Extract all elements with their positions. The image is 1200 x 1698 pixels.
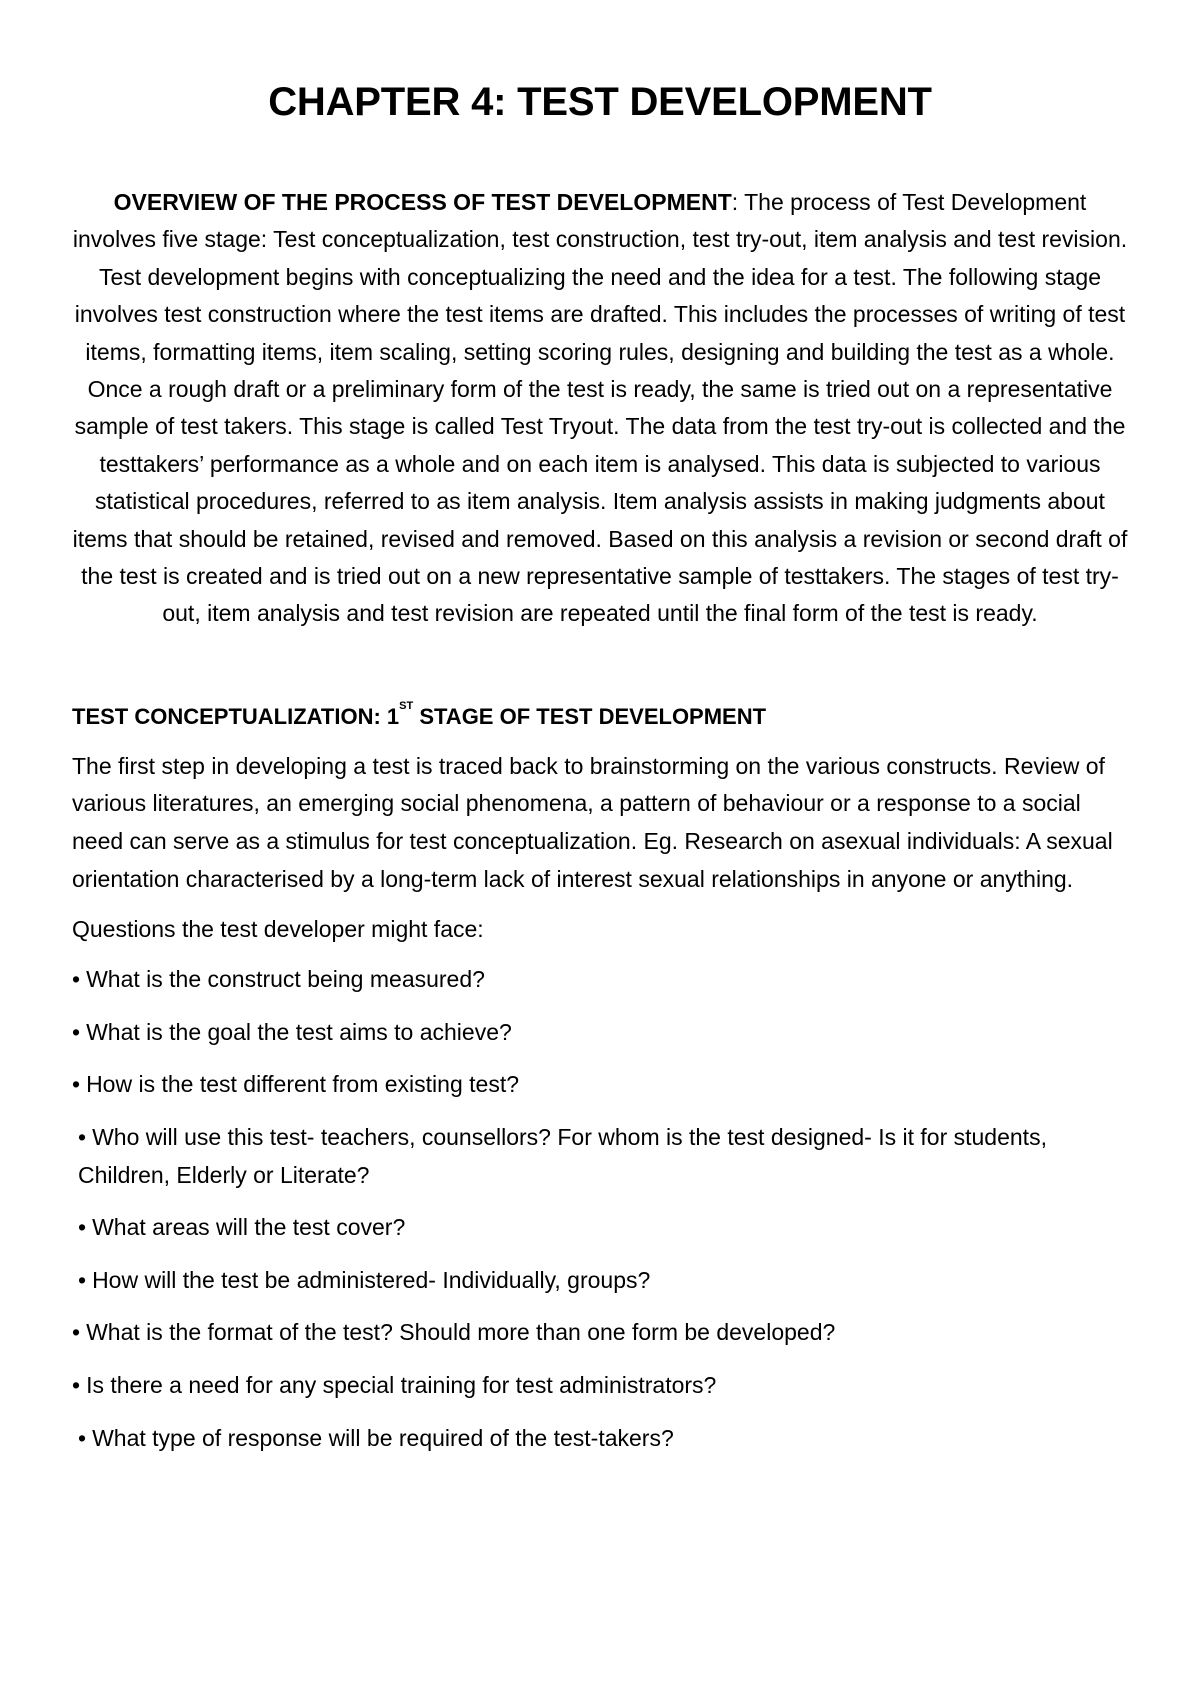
section-heading-start: TEST CONCEPTUALIZATION: 1 — [72, 703, 400, 729]
section-heading-superscript: ST — [399, 699, 414, 712]
questions-intro: Questions the test developer might face: — [72, 916, 484, 943]
question-text: What is the format of the test? Should more than one form be developed? — [86, 1319, 836, 1346]
bullet-icon: • — [78, 1214, 87, 1241]
overview-paragraph — [72, 184, 1128, 633]
list-item — [72, 1314, 1128, 1352]
list-item — [72, 1420, 1128, 1458]
questions-list — [72, 961, 1128, 1457]
overview-text: The process of Test Development involves five stage: Test conceptualization, test construction, test try-out, item analysis and test revision. Test development begins with conceptualizing the need and the idea for a test. The following stage involves test construction where the test items are drafted. This includes the processes of writing of test items, formatting items, item scaling, setting scoring rules, designing and building the test as a whole. Once a rough draft or a preliminary form of the test is ready, the same is tried out on a representative sample of test takers. This stage is called Test Tryout. The data from the test try-out is collected and the testtakers’ performance as a whole and on each item is analysed. This data is subjected to various statistical procedures, referred to as item analysis. Item analysis assists in making judgments about items that should be retained, revised and removed. Based on this analysis a revision or second draft of the test is created and is tried out on a new representative sample of testtakers. The stages of test try-out, item analysis and test revision are repeated until the final form of the test is ready. — [72, 189, 1128, 627]
section-heading — [72, 699, 1128, 732]
bullet-icon: • — [72, 1319, 81, 1346]
bullet-icon: • — [72, 1372, 81, 1398]
section-paragraph: The first step in developing a test is traced back to brainstorming on the various constructs. Review of various literatures, an emerging social phenomena, a pattern of behaviour or a response to a social need can serve as a stimulus for test conceptualization. Eg. Research on asexual individuals: A sexual orientation characterised by a long-term lack of interest sexual relationships in anyone or anything. — [72, 752, 1113, 892]
list-item — [72, 1066, 1128, 1104]
question-text: How will the test be administered- Individually, groups? — [92, 1266, 651, 1293]
question-text: Is there a need for any special training for test administrators? — [86, 1372, 717, 1398]
question-text: What type of response will be required of the test-takers? — [92, 1424, 674, 1451]
list-item — [72, 1119, 1128, 1194]
question-text: How is the test different from existing test? — [86, 1071, 519, 1098]
overview-separator: : — [731, 189, 745, 215]
bullet-icon: • — [72, 966, 81, 993]
question-text: What is the goal the test aims to achieve? — [86, 1018, 512, 1045]
bullet-icon: • — [72, 1071, 81, 1098]
list-item — [72, 1367, 1128, 1405]
list-item — [72, 1209, 1128, 1247]
section-heading-end: STAGE OF TEST DEVELOPMENT — [413, 703, 767, 729]
bullet-icon: • — [78, 1266, 87, 1293]
question-text: What areas will the test cover? — [92, 1214, 406, 1241]
overview-heading: OVERVIEW OF THE PROCESS OF TEST DEVELOPMENT — [113, 189, 732, 215]
bullet-icon: • — [72, 1018, 81, 1045]
bullet-icon: • — [78, 1424, 87, 1451]
list-item — [72, 1262, 1128, 1300]
question-text: What is the construct being measured? — [86, 966, 485, 993]
question-text: Who will use this test- teachers, counsellors? For whom is the test designed- Is it for students, Children, Elderly or Literate? — [78, 1124, 1047, 1188]
bullet-icon: • — [78, 1124, 87, 1151]
page-title: CHAPTER 4: TEST DEVELOPMENT — [268, 80, 932, 124]
list-item — [72, 1014, 1128, 1052]
list-item — [72, 961, 1128, 999]
